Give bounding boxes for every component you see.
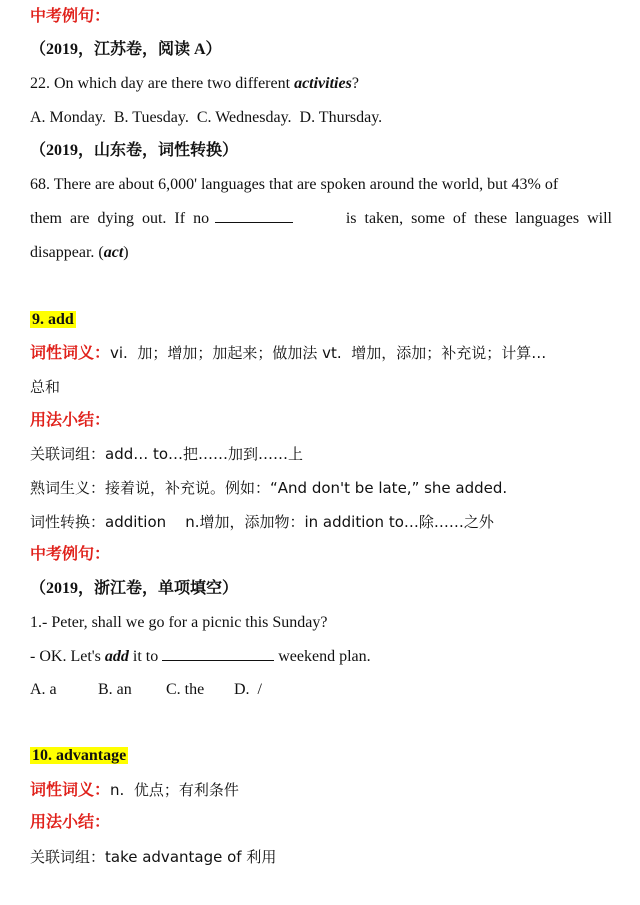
word-heading-advantage [30, 745, 612, 767]
option-a: A. a [30, 681, 57, 698]
advantage-meaning-line [30, 779, 612, 802]
source-label-3: （2019，浙江卷，单项填空） [30, 580, 239, 597]
question-22 [30, 73, 612, 95]
question-68-keyword: act [103, 244, 124, 261]
word-heading-add [30, 309, 612, 331]
meaning-text-cont: 总和 [30, 378, 61, 396]
question-1-line-2 [30, 646, 612, 668]
question-68-text-a: them are dying out. If no [30, 210, 214, 227]
usage-phrase: 关联词组：add… to…把……加到……上 [30, 445, 304, 463]
question-1-keyword: add [104, 648, 129, 665]
usage-new-meaning: 熟词生义：接着说，补充说。例如：“And don't be late,” she added. [30, 479, 508, 497]
source-label-2: （2019，山东卷，词性转换） [30, 142, 239, 159]
meaning-text: vi. 加；增加；加起来；做加法 vt. 增加，添加；补充说；计算… [110, 344, 547, 362]
question-22-keyword: activities [294, 75, 352, 92]
question-1-text-b: it to [128, 648, 163, 665]
answer-blank [215, 208, 293, 223]
question-68-text-d: ) [123, 244, 129, 261]
answer-blank-2 [162, 646, 274, 661]
question-68-line-3 [30, 242, 612, 264]
question-1-text-a: - OK. Let's [30, 648, 105, 665]
meaning-label-2: 词性词义： [30, 782, 111, 799]
add-meaning-line [30, 342, 612, 365]
meaning-label: 词性词义： [30, 345, 111, 362]
usage-conversion: 词性转换：addition n.增加，添加物：in addition to…除……之外 [30, 513, 494, 531]
usage-label: 用法小结： [30, 412, 111, 429]
question-1-text-c: weekend plan. [274, 648, 371, 665]
word-heading-add-text: 9. add [32, 311, 74, 328]
question-1-line-1: 1.- Peter, shall we go for a picnic this Sunday? [30, 614, 328, 631]
question-68-text-b: is taken, some of these languages will [345, 210, 612, 227]
question-22-end: ? [351, 75, 359, 92]
option-c: C. the [166, 681, 205, 698]
question-68-line-2 [30, 208, 612, 230]
exam-example-label-2: 中考例句： [30, 546, 111, 563]
question-22-text: 22. On which day are there two different [30, 75, 295, 92]
option-d: D. / [234, 681, 262, 698]
meaning-text-2: n. 优点；有利条件 [110, 781, 239, 799]
exam-example-label: 中考例句： [30, 8, 111, 25]
question-68-line-1: 68. There are about 6,000' languages that are spoken around the world, but 43% of [30, 176, 559, 193]
word-heading-advantage-text: 10. advantage [32, 747, 127, 764]
question-68-text-c: disappear. ( [30, 244, 104, 261]
usage-phrase-2: 关联词组：take advantage of 利用 [30, 848, 277, 866]
question-1-options [30, 679, 612, 701]
usage-label-2: 用法小结： [30, 814, 111, 831]
source-label: （2019，江苏卷，阅读 A） [30, 41, 222, 58]
option-b: B. an [98, 681, 132, 698]
question-22-options: A. Monday. B. Tuesday. C. Wednesday. D. Thursday. [30, 109, 383, 126]
